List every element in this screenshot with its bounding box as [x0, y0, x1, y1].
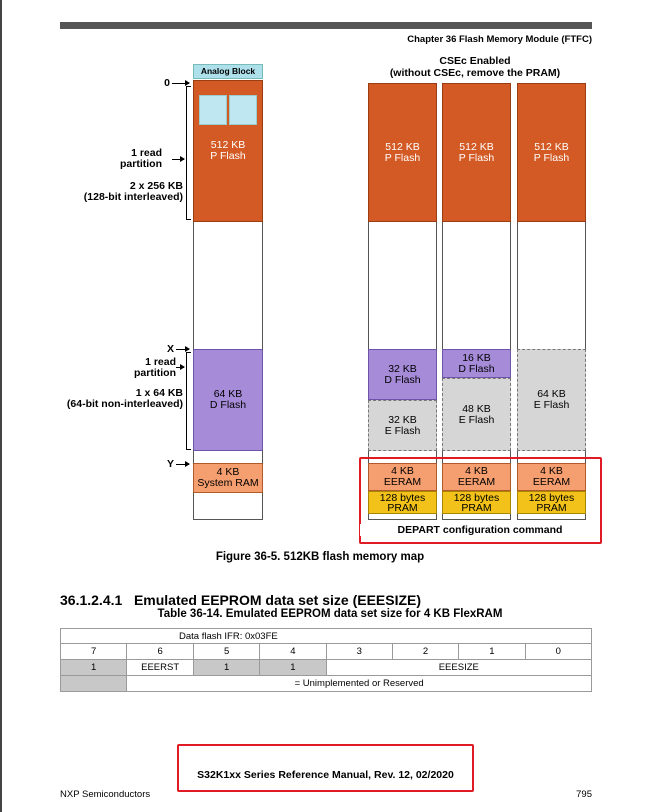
footer-page-number: 795 — [576, 789, 592, 800]
col2-pram-type: PRAM — [461, 501, 492, 514]
left-sysram-size: 4 KB — [216, 466, 240, 478]
col1-dflash-size: 32 KB — [388, 362, 417, 375]
field-bit5: 1 — [193, 660, 259, 676]
col1-pflash — [368, 83, 437, 222]
legend-text: = Unimplemented or Reserved — [127, 676, 592, 692]
col3-eflash-size: 64 KB — [537, 388, 566, 400]
bit-4: 4 — [260, 644, 326, 660]
col3-eflash-type: E Flash — [533, 399, 570, 411]
left-dflash-block — [193, 349, 263, 451]
left-sysram-type: System RAM — [197, 477, 259, 489]
col3-eeram-size: 4 KB — [540, 465, 563, 477]
legend-swatch — [61, 676, 127, 692]
pflash-partition-arrow — [172, 159, 184, 160]
pflash-size-line2: (128-bit interleaved) — [83, 191, 183, 203]
section-title: Emulated EEPROM data set size (EEESIZE) — [133, 592, 422, 608]
col1-eflash-type: E Flash — [384, 424, 421, 437]
depart-label: DEPART configuration command — [360, 524, 600, 536]
pflash-size-label — [40, 181, 183, 203]
col3-pflash — [517, 83, 586, 222]
analog-cell-2 — [229, 95, 257, 125]
csec-title — [360, 55, 590, 79]
pflash-partition-line1: 1 read — [131, 147, 162, 159]
table-row-fields — [61, 660, 592, 676]
bit-0: 0 — [525, 644, 591, 660]
bit-5: 5 — [193, 644, 259, 660]
col3-pflash-size: 512 KB — [534, 140, 569, 153]
bit-6: 6 — [127, 644, 194, 660]
dflash-partition-line2: partition — [134, 367, 176, 379]
col2-eeram-type: EERAM — [457, 476, 496, 488]
dflash-partition-arrow — [176, 367, 184, 368]
csec-title-line1: CSEc Enabled — [439, 55, 511, 67]
col2-pflash-type: P Flash — [458, 151, 495, 164]
left-pflash-block — [193, 80, 263, 222]
footer-company: NXP Semiconductors — [60, 789, 151, 800]
col2-eflash — [442, 378, 511, 451]
col3-pram-size: 128 bytes — [528, 491, 575, 504]
col1-pram-type: PRAM — [387, 501, 418, 514]
col1-pflash-size: 512 KB — [385, 140, 420, 153]
col1-dflash-type: D Flash — [384, 373, 421, 386]
left-pflash-size: 512 KB — [210, 139, 246, 151]
bit-7: 7 — [61, 644, 127, 660]
figure-caption: Figure 36-5. 512KB flash memory map — [215, 551, 425, 563]
field-eeerst: EEERST — [127, 660, 194, 676]
col2-pram-size: 128 bytes — [453, 491, 500, 504]
dflash-partition-line1: 1 read — [145, 356, 176, 368]
pflash-bracket — [186, 86, 191, 220]
dflash-size-line2: (64-bit non-interleaved) — [66, 398, 183, 410]
dflash-partition-label — [60, 357, 176, 379]
pflash-partition-line2: partition — [120, 158, 162, 170]
marker-x: X — [166, 343, 174, 355]
col3-pram-type: PRAM — [536, 501, 567, 514]
table-source: Data flash IFR: 0x03FE — [61, 629, 592, 644]
bit-2: 2 — [392, 644, 458, 660]
col1-eflash — [368, 400, 437, 451]
analog-block-label: Analog Block — [200, 66, 256, 76]
register-table — [60, 628, 592, 692]
col1-eeram-size: 4 KB — [391, 465, 414, 477]
field-eeesize: EEESIZE — [326, 660, 591, 676]
col3-eeram-type: EERAM — [532, 476, 571, 488]
marker-0: 0 — [164, 77, 170, 89]
field-bit7: 1 — [61, 660, 127, 676]
col2-pflash — [442, 83, 511, 222]
table-row-bits — [61, 644, 592, 660]
table-caption: Table 36-14. Emulated EEPROM data set size for 4 KB FlexRAM — [157, 608, 503, 620]
marker-x-arrow — [176, 349, 189, 350]
col2-eflash-size: 48 KB — [462, 402, 491, 415]
left-dflash-type: D Flash — [209, 399, 247, 411]
col1-pflash-type: P Flash — [384, 151, 421, 164]
left-sysram-block — [193, 463, 263, 493]
bit-3: 3 — [326, 644, 392, 660]
col2-dflash-size: 16 KB — [462, 351, 491, 364]
col3-eflash — [517, 349, 586, 451]
pflash-size-line1: 2 x 256 KB — [129, 180, 183, 192]
pflash-partition-label — [60, 148, 162, 170]
footer-highlight-box — [177, 744, 474, 792]
page-left-edge — [0, 0, 2, 812]
analog-block — [193, 64, 263, 79]
table-row-source — [61, 629, 592, 644]
dflash-size-line1: 1 x 64 KB — [135, 387, 183, 399]
marker-y: Y — [166, 458, 174, 470]
dflash-bracket — [186, 352, 191, 450]
col1-eeram-type: EERAM — [383, 476, 422, 488]
table-row-legend — [61, 676, 592, 692]
left-pflash-type: P Flash — [210, 150, 246, 162]
header-rule — [60, 22, 592, 29]
col1-eflash-size: 32 KB — [388, 413, 417, 426]
dflash-size-label — [40, 388, 183, 410]
col2-dflash-type: D Flash — [458, 362, 495, 375]
col2-eflash-type: E Flash — [458, 413, 495, 426]
field-bit4: 1 — [260, 660, 326, 676]
marker-0-arrow — [172, 83, 189, 84]
col1-pram-size: 128 bytes — [379, 491, 426, 504]
col1-dflash — [368, 349, 437, 400]
left-dflash-size: 64 KB — [213, 388, 243, 400]
chapter-header: Chapter 36 Flash Memory Module (FTFC) — [407, 34, 592, 45]
bit-1: 1 — [459, 644, 525, 660]
col2-eeram-size: 4 KB — [465, 465, 488, 477]
col2-dflash — [442, 349, 511, 378]
col2-pflash-size: 512 KB — [459, 140, 494, 153]
col3-pflash-type: P Flash — [533, 151, 570, 164]
section-heading — [60, 592, 600, 608]
footer-manual-title: S32K1xx Series Reference Manual, Rev. 12, 02/2020 — [197, 769, 454, 781]
analog-cell-1 — [199, 95, 227, 125]
section-number: 36.1.2.4.1 — [60, 592, 123, 608]
marker-y-arrow — [176, 464, 189, 465]
csec-title-line2: (without CSEc, remove the PRAM) — [389, 67, 561, 79]
